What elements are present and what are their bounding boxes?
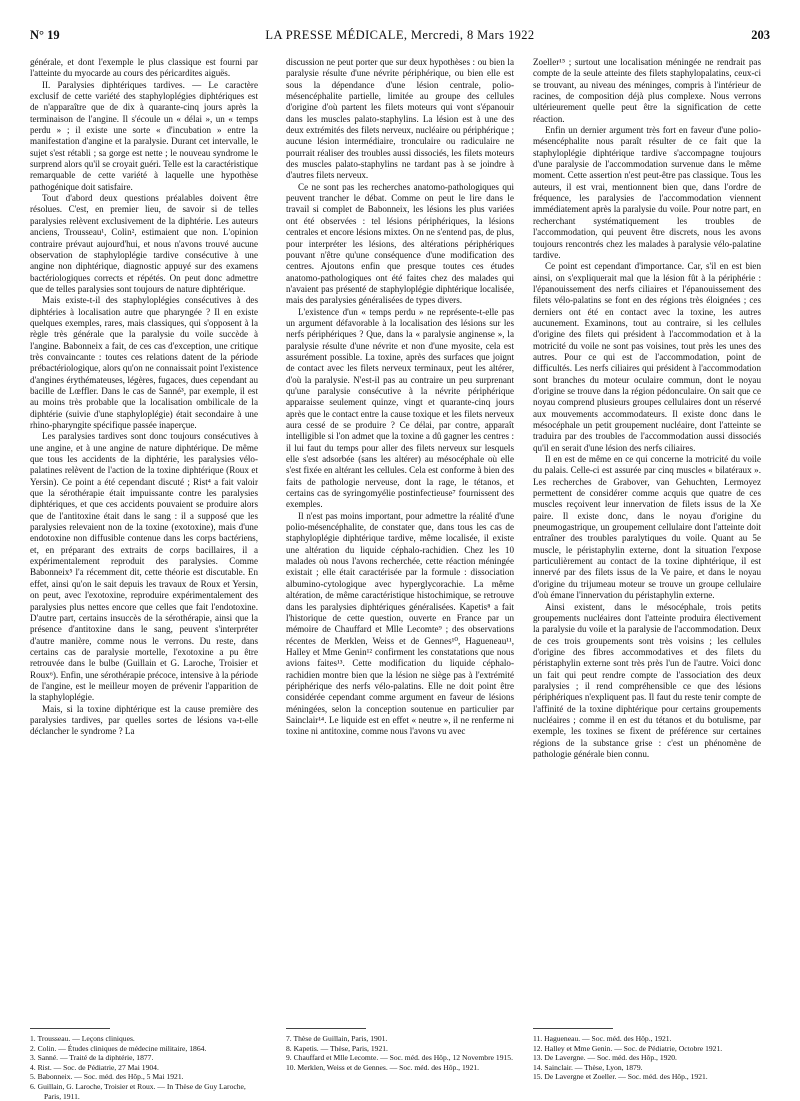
paragraph: Mais, si la toxine diphtérique est la cause première des paralysies tardives, par quelles sortes de lésions va-t-elle déclancher le syndrome ? La [30,703,258,737]
paragraph: Ainsi existent, dans le mésocéphale, trois petits groupements nucléaires dont l'atteinte produira électivement la paralysie du voile et la paralysie de l'accommodation. Deux de ces trois groupements sont très voisins ; les cellules d'origine des fibres accommodatives et des filets du péristaphylin externe sont très près l'un de l'autre. Voici donc un fait qui peut rendre compte de l'association des deux paralysies ; il rend compréhensible ce que des lésions périphériques n'expliquent pas. Il faut du reste tenir compte de l'affinité de la toxine diphtérique pour certains groupements nucléaires ; comme il en est du tétanos et du botulisme, par exemple, les toxines se fixent de préférence sur certaines régions de la substance grise : c'est un phénomène de pathologie générale bien connu. [533,601,761,759]
paragraph: Mais existe-t-il des staphyloplégies consécutives à des diphtéries à localisation autre que pharyngée ? Il en existe quelques exemples, rares, mais classiques, qui s'opposent à la règle très générale que la paralysie du voile succède à l'angine. Babonneix a fait, de ces cas d'exception, une critique très convaincante : toutes ces relations datent de la période prébactériologique, alors qu'on ne connaissait point l'existence d'angines érythémateuses, légères, fugaces, dues cependant au bacille de Lœffler. Dans le cas de Sanné³, par exemple, il est au moins très probable que la localisation ombilicale de la diphtérie (suivie d'une staphyloplégie) était secondaire à une rhino-pharyngite spécifique passée inaperçue. [30,295,258,430]
footnote-divider [30,1028,110,1029]
paragraph: L'existence d'un « temps perdu » ne représente-t-elle pas un argument défavorable à la localisation des lésions sur les nerfs périphériques ? Que, dans la « paralysie anginense », la paralysie résulte d'une névrite et non d'une myosite, cela est assurément possible. La toxine, après des surfaces que joignt de contact avec les filets nerveux terminaux, peut les altérer, d'où la paralysie. N'est-il pas au contraire un peu surprenant qu'une paralysie consécutive à la névrite périphérique apparaisse seulement quinze, vingt et quarante-cinq jours après que le contact entre la cause toxique et les filets nerveux aura cessé de se produire ? Ce délai, par contre, apparaît intelligible si l'on admet que la toxine a dû gagner les centres : il lui faut du temps pour aller des filets nerveux sur lesquels elle s'est adsorbée (sans les altérer) au mésocéphale où elle s'est fixée en altérant les cellules. Cela est conforme à bien des faits de pathologie nerveuse, dont la rage, le tétanos, et certains cas de syringomyélie postinfectieuse⁷ fournissent des exemples. [286,306,514,510]
paragraph: discussion ne peut porter que sur deux hypothèses : ou bien la paralysie résulte d'une névrite périphérique, ou bien elle est sous la dépendance d'une lésion centrale, polio-mésencéphalite partielle, limitée au groupe des cellules d'origine d'où partent les filets moteurs qui vont s'épanouir dans les muscles palato-staphylins. La lésion est à une des deux extrémités des filets nerveux, nucléaire ou périphérique ; aucune lésion intermédiaire, tronculaire ou radiculaire ne pourrait réaliser des troubles aussi dissociés, les filets moteurs des muscles palato-staphylins ne tardant pas à se joindre à d'autres filets nerveux. [286,57,514,181]
paragraph: Les paralysies tardives sont donc toujours consécutives à une angine, et à une angine de nature diphtérique. De même que tous les accidents de la diphtérie, les paralysies vélo-palatines relèvent de l'action de la toxine diphtérique (Roux et Yersin). Ce point a été cependant discuté ; Rist⁴ a fait valoir que la sérothérapie était impuissante contre les paralysies diphtériques, et que ces accidents pouvaient se produire alors que de l'antitoxine était dans le sang : il a supposé que les paralysies relevaient non de la toxine (exotoxine), mais d'une endotoxine non diffusible contenue dans les corps bactériens, et, en préparant des extraits de corps bacillaires, il a expérimentalement reproduit des paralysies. Comme Babonneix⁵ l'a récemment dit, cette théorie est discutable. En effet, ainsi qu'on le sait depuis les travaux de Roux et Yersin, on peut, avec l'exotoxine, reproduire expérimentalement des paralysies plus nettes encore que celles que fait l'endotoxine. D'autre part, certains insuccès de la sérothérapie, ainsi que la présence d'antitoxine dans le sang, peuvent s'interpréter d'autre manière, comme nous le verrons. Du reste, dans certains cas de paralysie mortelle, l'exotoxine a pu être retrouvée dans le bulbe (Guillain et G. Laroche, Troisier et Roux⁶). Enfin, une sérothérapie précoce, intensive à la période de l'angine, est le meilleur moyen de prévenir l'apparition de la staphyloplégie. [30,431,258,703]
footnote: 1. Trousseau. — Leçons cliniques. [30,1034,135,1043]
footnotes-column-3 [533,1034,765,1082]
footnote: 14. Sainclair. — Thèse, Lyon, 1879. [533,1062,643,1072]
paragraph: Zoeller¹⁵ ; surtout une localisation méningée ne rendrait pas compte de la seule atteinte des filets staphylopalatins, ceux-ci se trouvant, au niveau des méninges, compris à l'intérieur de racines, de composition déjà plus complexe. Nous verrons ultérieurement quelle peut être la signification de cette réaction. [533,57,761,124]
footnote: 2. Colin. — Études cliniques de médecine militaire, 1864. [30,1043,207,1053]
page-number: 203 [751,28,770,42]
paragraph: générale, et dont l'exemple le plus classique est fourni par l'atteinte du myocarde au cours des péricardites aiguës. [30,57,258,79]
footnote: 7. Thèse de Guillain, Paris, 1901. [286,1034,388,1043]
footnote: 11. Hagueneau. — Soc. méd. des Hôp., 1921. [533,1034,672,1043]
footnote: 13. De Lavergne. — Soc. méd. des Hôp., 1920. [533,1053,677,1063]
paragraph: Enfin un dernier argument très fort en faveur d'une polio-mésencéphalite nous paraît résulter de ce fait que la staphyloplégie diphtérique tardive s'accompagne toujours d'une paralysie de l'accommodation survenue dans le même moment. Cette assertion n'est peut-être pas classique. Tous les auteurs, il est vrai, mentionnent bien que, dans l'ordre de fréquence, les paralysies de l'accommodation viennent immédiatement après la paralysie du voile. Pour notre part, en recherchant systématiquement les troubles de l'accommodation, qui peuvent être discrets, nous les avons toujours rencontrés chez les malades à paralysie vélo-palatine tardive. [533,125,761,260]
footnote: 8. Kapetis. — Thèse, Paris, 1921. [286,1043,388,1053]
text-column-1 [30,57,258,1029]
footnote-divider [286,1028,366,1029]
page-header [30,28,770,46]
issue-number: N° 19 [30,28,60,42]
paragraph: Ce ne sont pas les recherches anatomo-pathologiques qui peuvent trancher le débat. Comme on peut le lire dans le travail si complet de Babonneix, les lésions les plus variées ont été observées : tel lésions périphériques, la lésions centrales et encore lésions mixtes. On ne s'entend pas, de plus, pour interpréter les lésions, des altérations périphériques pouvant n'être qu'une conséquence d'une modification des centres. Ajoutons enfin que presque toutes ces études anatomo-pathologiques ont été faites chez des malades qui n'avaient pas présenté de staphyloplégie diphtérique localisée, mais des paralysies généralisées de types divers. [286,181,514,306]
paragraph: Il n'est pas moins important, pour admettre la réalité d'une polio-mésencéphalite, de constater que, dans tous les cas de staphyloplégie diphtérique tardive, même localisée, il existe une altération du liquide céphalo-rachidien. Chez les 10 malades où nous l'avons recherchée, cette réaction méningée existait ; elle était caractérisée par la formule : dissociation albumino-cytologique avec hyperglycorachie. La même altération, de même caractéristique histochimique, se retrouve dans les paralysies diphtériques généralisées. Kapetis⁸ a fait l'historique de cette question, ouverte en France par un mémoire de Chauffard et Mlle Lecomte⁹ ; des observations récentes de Merklen, Weiss et de Gennes¹⁰, Hagueneau¹¹, Halley et Mme Genin¹² confirment les constatations que nous avions faites¹³. Cette modification du liquide céphalo-rachidien montre bien que la lésion ne siège pas à l'extrémité périphérique des nerfs vélo-palatins. Elle ne doit point être considérée cependant comme argument en faveur de lésions méningées, selon la conception soutenue en particulier par Sainclair¹⁴. Le liquide est en effet « neutre », il ne renferme ni toxine ni antitoxine, comme nous l'avons vu avec [286,510,514,737]
footnote: 12. Halley et Mme Genin. — Soc. de Pédiatrie, Octobre 1921. [533,1043,723,1053]
text-column-3 [533,57,761,1029]
text-column-2 [286,57,514,1029]
footnote: 9. Chauffard et Mlle Lecomte. — Soc. méd. des Hôp., 12 Novembre 1915. [286,1053,513,1063]
paragraph: II. Paralysies diphtériques tardives. — Le caractère exclusif de cette variété des staphyloplégies diphtériques est de n'apparaître que de dix à quarante-cinq jours après la terminaison de l'angine. Il s'écoule un « délai », un « temps perdu » ; il existe une sorte « d'incubation » entre la manifestation d'angine et la paralysie. Durant cet intervalle, le sujet s'est rétabli ; sa gorge est nette ; le nouveau syndrome le surprend alors qu'il se croyait guéri. Telle est la caractéristique remarquable de cette variété à laquelle une hypothèse pathogénique doit satisfaire. [30,79,258,192]
footnote: 3. Sanné. — Traité de la diphtérie, 1877. [30,1053,154,1063]
footnote: 15. De Lavergne et Zoeller. — Soc. méd. des Hôp., 1921. [533,1072,708,1082]
footnotes-column-1 [30,1034,262,1101]
footnote-divider [533,1028,613,1029]
paragraph: Il en est de même en ce qui concerne la motricité du voile du palais. Celle-ci est assurée par cinq muscles « bilatéraux ». Les recherches de Grabover, van Gehuchten, Lermoyez permettent de considérer comme acquis que quatre de ces muscles reçoivent leur innervation de filets issus de la Xe paire. Il existe donc, dans le noyau d'origine du pneumogastrique, un groupement cellulaire dont l'atteinte doit entraîner des troubles paralytiques du voile. Quant au 5e muscle, le péristaphylin externe, dont la situation l'expose particulièrement au contact de la toxine diphtérique, il est innervé par des filets issus de la Ve paire, et dans le noyau d'origine du trijumeau moteur se trouve un groupe cellulaire d'où émane l'innervation du péristaphylin externe. [533,454,761,601]
paragraph: Tout d'abord deux questions préalables doivent être résolues. C'est, en premier lieu, de savoir si de telles paralysies relèvent exclusivement de la diphtérie. Les auteurs anciens, Trousseau¹, Colin², estimaient que non. L'opinion contraire prévaut aujourd'hui, et nous n'avons trouvé aucune observation de staphyloplégie tardive consécutive à une angine non diphtérique, diagnostic appuyé sur des examens bactériologiques corrects et répétés. On peut donc admettre que de telles paralysies sont toujours de nature diphtérique. [30,193,258,294]
paragraph: Ce point est cependant d'importance. Car, s'il en est bien ainsi, on s'expliquerait mal que la lésion fût à la périphérie : l'épanouissement des nerfs ciliaires et l'épanouissement des filets vélo-palatins se font en des régions très éloignées ; ces derniers ont été en contact avec la toxine, les autres aucunement. Examinons, tout au contraire, si les cellules d'origine des filets qui président à l'accommodation et à la motricité du voile ne sont pas voisines, tout près les unes des autres. Pour ce qui est de l'accommodation, point de difficultés. Les nerfs ciliaires qui président à l'accommodation sont branches du moteur oculaire commun, dont le noyau d'origine se trouve dans la région pédonculaire. On sait que ce noyau comprend plusieurs groupes cellulaires dont un réservé aux mouvements accommodateurs. Il existe donc dans le mésocéphale un petit groupement nucléaire, dont l'atteinte se traduira par des troubles de l'accommodation aussi dissociés qu'il en serait d'une lésion des nerfs ciliaires. [533,261,761,453]
footnote: 6. Guillain, G. Laroche, Troisier et Roux. — In Thèse de Guy Laroche, Paris, 1911. [30,1081,246,1101]
journal-title: LA PRESSE MÉDICALE, Mercredi, 8 Mars 1922 [265,28,535,42]
footnote: 4. Rist. — Soc. de Pédiatrie, 27 Mai 1904. [30,1062,159,1072]
footnotes-column-2 [286,1034,518,1072]
footnote: 5. Babonneix. — Soc. méd. des Hôp., 5 Mai 1921. [30,1072,184,1082]
footnote: 10. Merklen, Weiss et de Gennes. — Soc. méd. des Hôp., 1921. [286,1062,480,1072]
